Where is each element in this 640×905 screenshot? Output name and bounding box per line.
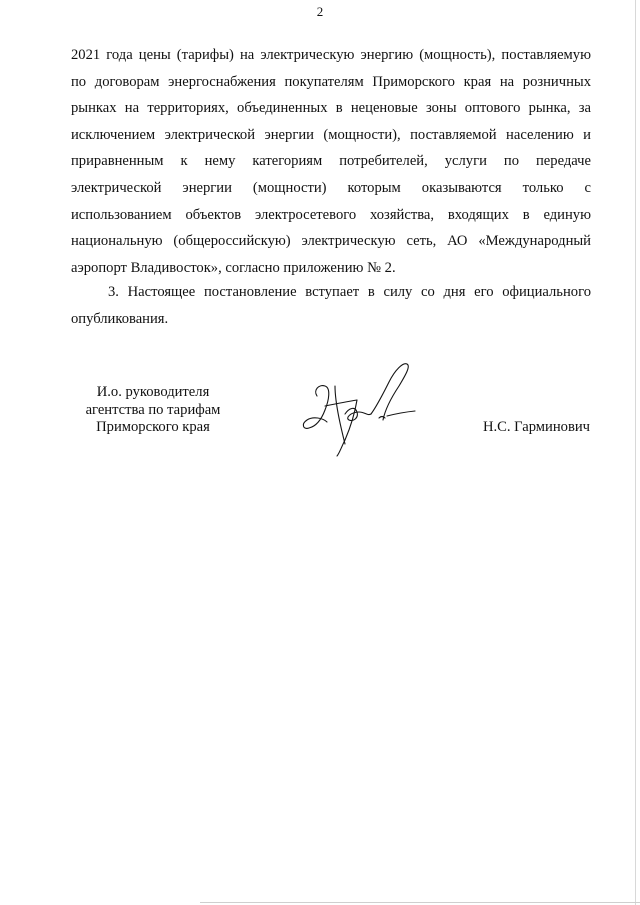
signer-title-line: И.о. руководителя bbox=[96, 384, 210, 400]
paragraph-line: по договорам энергоснабжения покупателям Приморского края на розничных bbox=[71, 73, 591, 90]
paragraph-line: аэропорт Владивосток», согласно приложению № 2. bbox=[71, 259, 396, 276]
signer-title-line: Приморского края bbox=[96, 419, 210, 435]
signer-title bbox=[78, 384, 228, 437]
paragraph-line: 3. Настоящее постановление вступает в силу со дня его официального bbox=[108, 284, 591, 300]
paragraph-line: исключением электрической энергии (мощности), поставляемой населению и bbox=[71, 126, 591, 143]
signer-name: Н.С. Гарминович bbox=[482, 419, 590, 435]
paragraph-tariffs bbox=[71, 42, 591, 281]
paragraph-line: национальную (общероссийскую) электрическую сеть, АО «Международный bbox=[71, 233, 591, 250]
paragraph-line: приравненным к нему категориям потребителей, услуги по передаче bbox=[71, 153, 591, 170]
paragraph-effective-date bbox=[71, 279, 591, 332]
scan-edge-line bbox=[635, 0, 636, 905]
page-number: 2 bbox=[316, 4, 324, 19]
paragraph-line: опубликования. bbox=[71, 310, 169, 327]
paragraph-line: 2021 года цены (тарифы) на электрическую энергию (мощность), поставляемую bbox=[71, 47, 591, 63]
scan-edge-line bbox=[200, 902, 640, 903]
handwritten-signature bbox=[295, 356, 435, 460]
paragraph-line: использованием объектов электросетевого хозяйства, входящих в единую bbox=[71, 206, 591, 223]
paragraph-line: рынках на территориях, объединенных в неценовые зоны оптового рынка, за bbox=[71, 100, 591, 117]
paragraph-line: электрической энергии (мощности) которым оказываются только с bbox=[71, 179, 591, 196]
signer-title-line: агентства по тарифам bbox=[85, 401, 221, 418]
